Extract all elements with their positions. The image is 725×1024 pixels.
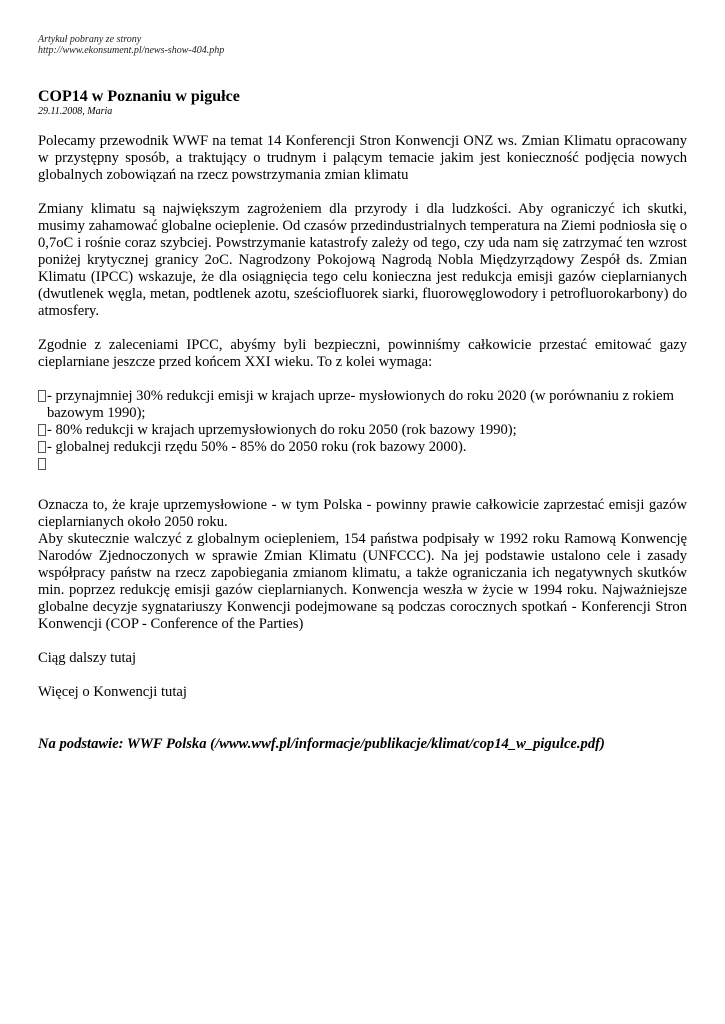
list-item bbox=[38, 422, 687, 439]
missing-glyph-icon bbox=[38, 390, 46, 402]
more-about-convention-link[interactable]: Więcej o Konwencji tutaj bbox=[38, 684, 187, 700]
source-header-url: http://www.ekonsument.pl/news-show-404.php bbox=[38, 45, 225, 56]
list-item-text: - 80% redukcji w krajach uprzemysłowionych do roku 2050 (rok bazowy 1990); bbox=[47, 422, 517, 438]
article-title: COP14 w Poznaniu w pigułce bbox=[38, 88, 240, 105]
source-header bbox=[38, 34, 687, 56]
paragraph-conclusion: Oznacza to, że kraje uprzemysłowione - w tym Polska - powinny prawie całkowicie zaprzestać emisji gazów cieplarnianych około 2050 roku. bbox=[38, 497, 687, 530]
source-citation: Na podstawie: WWF Polska (/www.wwf.pl/informacje/publikacje/klimat/cop14_w_pigulce.pdf) bbox=[38, 736, 605, 752]
source-header-label: Artykuł pobrany ze strony bbox=[38, 34, 142, 45]
missing-glyph-icon bbox=[38, 424, 46, 436]
list-item-text bbox=[47, 456, 687, 470]
list-item bbox=[38, 388, 687, 422]
paragraph-unfccc: Aby skutecznie walczyć z globalnym ociepleniem, 154 państwa podpisały w 1992 roku Ramową Konwencję Narodów Zjednoczonych w sprawie Zmian Klimatu (UNFCCC). Na jej podstawie ustalono cele i zasady współpracy państw na rzecz zapobiegania zmianom klimatu, a także ograniczania ich negatywnych skutków min. poprzez redukcję emisji gazów cieplarnianych. Konwencja weszła w życie w 1994 roku. Najważniejsze globalne decyzje sygnatariuszy Konwencji podejmowane są podczas corocznych spotkań - Konferencji Stron Konwencji (COP - Conference of the Parties) bbox=[38, 531, 687, 632]
paragraph-intro: Polecamy przewodnik WWF na temat 14 Konferencji Stron Konwencji ONZ ws. Zmian Klimatu opracowany w przystępny sposób, a traktujący o trudnym i palącym temacie jakim jest konieczność podjęcia nowych globalnych zobowiązań na rzecz powstrzymania zmian klimatu bbox=[38, 133, 687, 183]
missing-glyph-icon bbox=[38, 458, 46, 470]
list-item bbox=[38, 439, 687, 456]
list-item bbox=[38, 456, 687, 470]
document-page bbox=[38, 34, 687, 753]
article-byline: 29.11.2008, Maria bbox=[38, 106, 113, 117]
requirements-list bbox=[38, 388, 687, 470]
paragraph-ipcc: Zgodnie z zaleceniami IPCC, abyśmy byli bezpieczni, powinniśmy całkowicie przestać emitować gazy cieplarniane jeszcze przed końcem XXI wieku. To z kolei wymaga: bbox=[38, 337, 687, 370]
continue-link[interactable]: Ciąg dalszy tutaj bbox=[38, 650, 137, 666]
missing-glyph-icon bbox=[38, 441, 46, 453]
paragraph-climate: Zmiany klimatu są największym zagrożeniem dla przyrody i dla ludzkości. Aby ograniczyć ich skutki, musimy zahamować globalne ocieplenie. Od czasów przedindustrialnych temperatura na Ziemi podniosła się o 0,7oC i rośnie coraz szybciej. Powstrzymanie katastrofy zależy od tego, czy uda nam się zatrzymać ten wzrost poniżej krytycznej granicy 2oC. Nagrodzony Pokojową Nagrodą Nobla Międzyrządowy Zespół ds. Zmian Klimatu (IPCC) wskazuje, że dla osiągnięcia tego celu konieczna jest redukcja emisji gazów cieplarnianych (dwutlenek węgla, metan, podtlenek azotu, sześciofluorek siarki, fluorowęglowodory i petrofluorokarbony) do atmosfery. bbox=[38, 201, 687, 319]
list-item-text: - globalnej redukcji rzędu 50% - 85% do 2050 roku (rok bazowy 2000). bbox=[47, 439, 467, 455]
list-item-text: - przynajmniej 30% redukcji emisji w krajach uprze- mysłowionych do roku 2020 (w porównaniu z rokiem bazowym 1990); bbox=[47, 388, 674, 421]
